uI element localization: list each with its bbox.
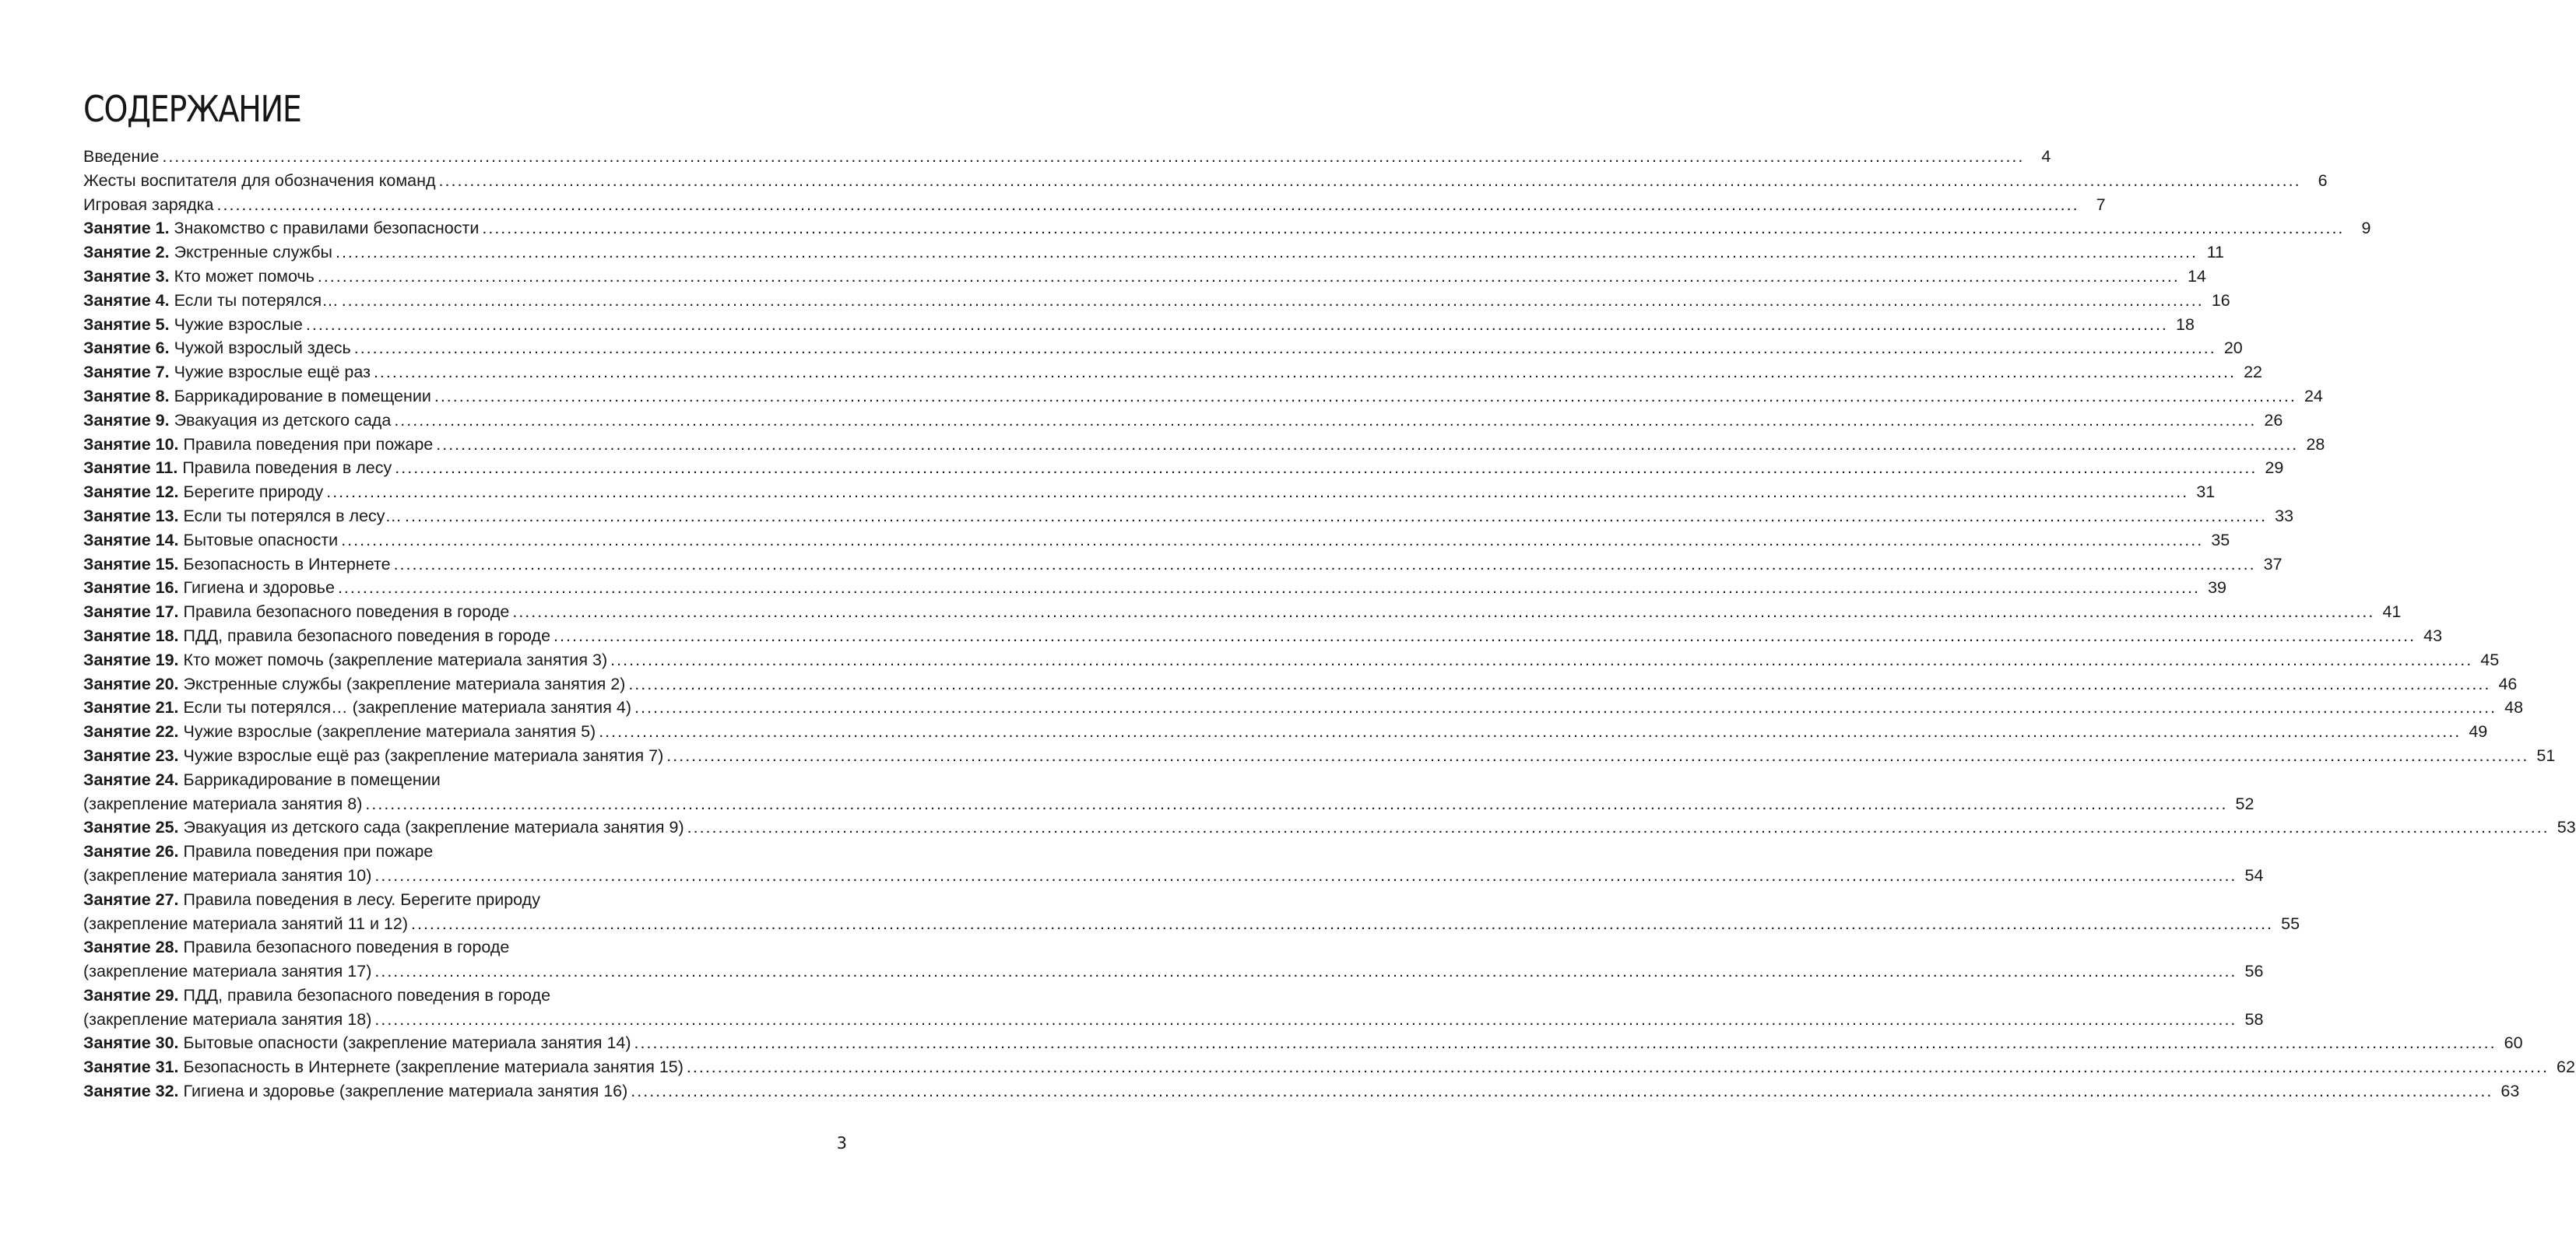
dot-leader: ............................................................................................................................................................................................................................................................................................................ — [554, 626, 2416, 645]
toc-entry-number: Занятие 3. — [83, 266, 170, 286]
toc-entry-number: Занятие 4. — [83, 290, 170, 310]
toc-entry-number: Занятие 14. — [83, 530, 179, 549]
toc-entry — [83, 336, 2243, 360]
toc-entry-page: 54 — [2244, 865, 2264, 885]
toc-entry — [83, 216, 2371, 240]
toc-entry — [83, 1031, 2523, 1055]
toc-entry-text: Игровая зарядка — [83, 195, 214, 214]
toc-entry-text: Безопасность в Интернете (закрепление материала занятия 15) — [183, 1058, 684, 1077]
dot-leader: ............................................................................................................................................................................................................................................................................................................ — [374, 1009, 2237, 1029]
toc-entry-text: Правила поведения при пожаре — [183, 842, 434, 861]
dot-leader: ............................................................................................................................................................................................................................................................................................................ — [634, 1033, 2497, 1053]
dot-leader: ............................................................................................................................................................................................................................................................................................................ — [374, 962, 2237, 981]
toc-entry-page: 45 — [2480, 650, 2500, 669]
toc-entry-number: Занятие 24. — [83, 770, 179, 789]
toc-entry — [83, 1079, 2520, 1103]
toc-entry-continuation: (закрепление материала занятия 17) — [83, 962, 372, 981]
toc-entry-page: 56 — [2244, 962, 2264, 981]
toc-entry-title — [83, 336, 351, 360]
toc-entry — [83, 840, 2264, 888]
toc-entry — [83, 553, 2283, 577]
toc-entry-page: 52 — [2235, 794, 2254, 813]
toc-entry-number: Занятие 21. — [83, 698, 179, 717]
toc-entry-number: Занятие 27. — [83, 889, 179, 909]
toc-entry — [83, 816, 2576, 840]
toc-entry-title — [83, 409, 391, 433]
toc-entry-continuation: (закрепление материала занятия 8) — [83, 794, 363, 813]
toc-entry-text: Чужие взрослые ещё раз — [174, 363, 371, 382]
toc-entry-page: 55 — [2281, 914, 2300, 933]
dot-leader: ............................................................................................................................................................................................................................................................................................................ — [411, 914, 2274, 933]
toc-entry-text: Бытовые опасности — [183, 530, 339, 549]
toc-entry-number: Занятие 11. — [83, 458, 178, 478]
toc-entry — [83, 696, 2524, 720]
toc-entry — [83, 528, 2230, 553]
toc-entry-page: 33 — [2275, 506, 2294, 525]
toc-entry-page: 18 — [2175, 314, 2195, 334]
toc-entry-page: 20 — [2223, 339, 2243, 358]
toc-entry-page: 39 — [2208, 578, 2226, 598]
toc-entry-title — [83, 384, 431, 409]
page-title: СОДЕРЖАНИЕ — [83, 88, 301, 130]
toc-entry-text: Гигиена и здоровье (закрепление материала занятия 16) — [183, 1082, 628, 1101]
toc-entry — [83, 360, 2262, 384]
table-of-contents — [83, 145, 2576, 1103]
toc-entry-number: Занятие 25. — [83, 818, 179, 837]
toc-entry — [83, 576, 2226, 600]
toc-entry-title — [83, 289, 339, 313]
toc-entry-title — [83, 528, 338, 553]
toc-entry-page: 60 — [2504, 1033, 2523, 1053]
toc-entry-title — [83, 600, 509, 624]
toc-entry-text: Правила поведения при пожаре — [183, 434, 434, 454]
toc-entry-number: Занятие 2. — [83, 243, 170, 262]
toc-entry-title — [83, 553, 391, 577]
toc-entry-page: 4 — [2041, 147, 2051, 166]
toc-entry — [83, 504, 2294, 528]
toc-entry — [83, 456, 2284, 480]
dot-leader: ............................................................................................................................................................................................................................................................................................................ — [438, 170, 2301, 190]
toc-entry-continuation: (закрепление материала занятия 18) — [83, 1009, 372, 1029]
toc-entry-title — [83, 480, 323, 504]
toc-entry-title — [83, 169, 436, 193]
toc-entry-number: Занятие 1. — [83, 219, 170, 238]
toc-entry-text: Эвакуация из детского сада (закрепление материала занятия 9) — [183, 818, 684, 837]
toc-entry-number: Занятие 5. — [83, 314, 170, 334]
toc-entry-continuation: (закрепление материала занятия 10) — [83, 865, 372, 885]
toc-entry-continuation: (закрепление материала занятий 11 и 12) — [83, 914, 409, 933]
dot-leader: ............................................................................................................................................................................................................................................................................................................ — [634, 698, 2497, 717]
toc-entry-number: Занятие 17. — [83, 602, 179, 622]
dot-leader: ............................................................................................................................................................................................................................................................................................................ — [434, 386, 2297, 405]
toc-entry-text: Правила безопасного поведения в городе — [183, 602, 510, 622]
dot-leader: ............................................................................................................................................................................................................................................................................................................ — [326, 482, 2189, 502]
toc-entry-number: Занятие 19. — [83, 650, 179, 669]
page-number: 3 — [836, 1134, 847, 1153]
toc-entry-page: 28 — [2306, 434, 2325, 454]
toc-entry-text: Знакомство с правилами безопасности — [174, 219, 480, 238]
toc-entry-page: 14 — [2187, 266, 2206, 286]
toc-entry-title — [83, 504, 402, 528]
toc-entry-title — [83, 433, 433, 457]
toc-entry-text: Бытовые опасности (закрепление материала занятия 14) — [183, 1033, 631, 1053]
toc-entry-page: 9 — [2361, 219, 2371, 238]
toc-entry-title — [83, 624, 550, 648]
toc-entry-number: Занятие 9. — [83, 410, 170, 430]
toc-entry-page: 46 — [2498, 674, 2518, 693]
dot-leader: ............................................................................................................................................................................................................................................................................................................ — [341, 290, 2204, 310]
dot-leader: ............................................................................................................................................................................................................................................................................................................ — [374, 865, 2237, 885]
toc-entry-title — [83, 360, 371, 384]
toc-entry-text: ПДД, правила безопасного поведения в городе — [183, 626, 551, 645]
toc-entry-title — [83, 648, 607, 672]
toc-entry — [83, 1055, 2575, 1079]
toc-entry-title — [83, 576, 335, 600]
toc-entry-text: Берегите природу — [183, 482, 324, 502]
toc-entry-page: 11 — [2206, 243, 2225, 262]
toc-entry-page: 62 — [2557, 1058, 2575, 1077]
toc-entry-title — [83, 265, 315, 289]
toc-entry-number: Занятие 26. — [83, 842, 179, 861]
toc-entry — [83, 768, 2254, 816]
dot-leader: ............................................................................................................................................................................................................................................................................................................ — [335, 243, 2198, 262]
toc-entry-title — [83, 672, 625, 696]
toc-entry-title — [83, 744, 663, 768]
dot-leader: ............................................................................................................................................................................................................................................................................................................ — [365, 794, 2228, 813]
dot-leader: ............................................................................................................................................................................................................................................................................................................ — [631, 1082, 2493, 1101]
toc-entry — [83, 624, 2443, 648]
toc-entry-number: Занятие 31. — [83, 1058, 179, 1077]
toc-entry — [83, 193, 2106, 217]
toc-entry-text: Экстренные службы (закрепление материала занятия 2) — [183, 674, 626, 693]
dot-leader: ............................................................................................................................................................................................................................................................................................................ — [337, 578, 2200, 598]
toc-entry-page: 31 — [2196, 482, 2216, 502]
toc-entry-text: Чужие взрослые ещё раз (закрепление материала занятия 7) — [183, 746, 664, 765]
toc-entry-text: Кто может помочь (закрепление материала занятия 3) — [183, 650, 608, 669]
toc-entry-text: Чужие взрослые — [174, 314, 303, 334]
toc-entry-title — [83, 840, 433, 864]
toc-entry — [83, 600, 2402, 624]
toc-entry — [83, 935, 2264, 984]
toc-entry-text: Если ты потерялся… (закрепление материала занятия 4) — [183, 698, 632, 717]
toc-entry-text: Правила безопасного поведения в городе — [183, 938, 510, 957]
toc-entry-page: 63 — [2500, 1082, 2520, 1101]
toc-entry-title — [83, 768, 441, 792]
dot-leader: ............................................................................................................................................................................................................................................................................................................ — [610, 650, 2473, 669]
toc-entry-text: Эвакуация из детского сада — [174, 410, 392, 430]
toc-entry-number: Занятие 20. — [83, 674, 179, 693]
toc-entry-text: Введение — [83, 147, 160, 166]
dot-leader: ............................................................................................................................................................................................................................................................................................................ — [162, 147, 2025, 166]
toc-entry-title — [83, 1055, 684, 1079]
dot-leader: ............................................................................................................................................................................................................................................................................................................ — [373, 363, 2236, 382]
dot-leader: ............................................................................................................................................................................................................................................................................................................ — [317, 266, 2180, 286]
toc-entry — [83, 984, 2264, 1032]
toc-entry-title — [83, 816, 684, 840]
toc-entry-text: Баррикадирование в помещении — [174, 386, 431, 405]
dot-leader: ............................................................................................................................................................................................................................................................................................................ — [512, 602, 2375, 622]
toc-entry — [83, 720, 2488, 744]
toc-entry-page: 22 — [2244, 363, 2262, 382]
toc-entry-page: 48 — [2504, 698, 2524, 717]
toc-entry-text: Безопасность в Интернете — [183, 554, 391, 574]
toc-entry — [83, 145, 2051, 169]
toc-entry-text: Жесты воспитателя для обозначения команд — [83, 170, 436, 190]
toc-entry-title — [83, 193, 214, 217]
dot-leader: ............................................................................................................................................................................................................................................................................................................ — [482, 219, 2345, 238]
toc-entry-page: 58 — [2244, 1009, 2264, 1029]
toc-entry-page: 35 — [2211, 530, 2230, 549]
dot-leader: ............................................................................................................................................................................................................................................................................................................ — [686, 1058, 2549, 1077]
toc-entry-page: 37 — [2263, 554, 2283, 574]
toc-entry — [83, 265, 2206, 289]
toc-entry — [83, 169, 2328, 193]
dot-leader: ............................................................................................................................................................................................................................................................................................................ — [341, 530, 2204, 549]
toc-entry-text: Правила поведения в лесу — [182, 458, 392, 478]
dot-leader: ............................................................................................................................................................................................................................................................................................................ — [216, 195, 2079, 214]
toc-entry — [83, 648, 2500, 672]
toc-entry-number: Занятие 29. — [83, 985, 179, 1005]
dot-leader: ............................................................................................................................................................................................................................................................................................................ — [395, 458, 2258, 478]
toc-entry-text: Правила поведения в лесу. Берегите природу — [183, 889, 540, 909]
dot-leader: ............................................................................................................................................................................................................................................................................................................ — [599, 722, 2462, 742]
toc-entry-number: Занятие 13. — [83, 506, 179, 525]
toc-entry-title — [83, 1079, 627, 1103]
toc-entry — [83, 289, 2230, 313]
toc-entry-text: Чужие взрослые (закрепление материала занятия 5) — [183, 722, 596, 742]
toc-entry-number: Занятие 12. — [83, 482, 179, 502]
toc-entry-text: Экстренные службы — [174, 243, 332, 262]
toc-entry-page: 51 — [2536, 746, 2556, 765]
toc-entry-text: Чужой взрослый здесь — [174, 339, 351, 358]
toc-entry-page: 24 — [2304, 386, 2323, 405]
dot-leader: ............................................................................................................................................................................................................................................................................................................ — [305, 314, 2168, 334]
toc-entry-page: 16 — [2211, 290, 2230, 310]
dot-leader: ............................................................................................................................................................................................................................................................................................................ — [405, 506, 2268, 525]
toc-entry-number: Занятие 15. — [83, 554, 179, 574]
toc-entry-page: 49 — [2469, 722, 2488, 742]
toc-entry-page: 53 — [2557, 818, 2576, 837]
toc-entry-number: Занятие 16. — [83, 578, 179, 598]
toc-entry-text: ПДД, правила безопасного поведения в городе — [183, 985, 551, 1005]
toc-entry-number: Занятие 6. — [83, 339, 170, 358]
toc-entry-page: 6 — [2318, 170, 2328, 190]
toc-entry — [83, 480, 2216, 504]
toc-entry-text: Кто может помочь — [174, 266, 315, 286]
toc-entry-text: Если ты потерялся… — [174, 290, 339, 310]
dot-leader: ............................................................................................................................................................................................................................................................................................................ — [628, 674, 2491, 693]
toc-entry-title — [83, 935, 509, 960]
toc-entry-number: Занятие 10. — [83, 434, 179, 454]
toc-entry — [83, 672, 2518, 696]
toc-entry-title — [83, 216, 479, 240]
dot-leader: ............................................................................................................................................................................................................................................................................................................ — [393, 554, 2256, 574]
toc-entry-number: Занятие 32. — [83, 1082, 179, 1101]
toc-entry-title — [83, 313, 303, 337]
toc-entry-page: 43 — [2423, 626, 2443, 645]
toc-entry-number: Занятие 22. — [83, 722, 179, 742]
toc-entry-title — [83, 240, 332, 265]
toc-entry-page: 29 — [2265, 458, 2284, 478]
toc-entry-title — [83, 984, 550, 1008]
toc-entry-number: Занятие 7. — [83, 363, 170, 382]
toc-entry — [83, 240, 2225, 265]
toc-entry-text: Если ты потерялся в лесу… — [183, 506, 402, 525]
dot-leader: ............................................................................................................................................................................................................................................................................................................ — [394, 410, 2257, 430]
toc-entry-title — [83, 888, 540, 912]
toc-entry-text: Баррикадирование в помещении — [183, 770, 441, 789]
toc-entry-title — [83, 1031, 631, 1055]
dot-leader: ............................................................................................................................................................................................................................................................................................................ — [687, 818, 2550, 837]
dot-leader: ............................................................................................................................................................................................................................................................................................................ — [436, 434, 2299, 454]
toc-entry — [83, 744, 2556, 768]
toc-entry-number: Занятие 8. — [83, 386, 170, 405]
dot-leader: ............................................................................................................................................................................................................................................................................................................ — [666, 746, 2529, 765]
toc-entry-title — [83, 145, 159, 169]
toc-entry-page: 7 — [2096, 195, 2106, 214]
toc-entry-text: Гигиена и здоровье — [183, 578, 335, 598]
toc-entry-number: Занятие 28. — [83, 938, 179, 957]
toc-entry — [83, 888, 2300, 936]
toc-entry-number: Занятие 23. — [83, 746, 179, 765]
toc-entry — [83, 313, 2195, 337]
toc-entry-title — [83, 720, 596, 744]
toc-entry — [83, 409, 2283, 433]
toc-entry-number: Занятие 30. — [83, 1033, 179, 1053]
toc-entry-page: 41 — [2382, 602, 2402, 622]
toc-entry-title — [83, 456, 392, 480]
toc-entry — [83, 433, 2325, 457]
toc-entry-title — [83, 696, 631, 720]
toc-entry — [83, 384, 2323, 409]
toc-entry-page: 26 — [2264, 410, 2283, 430]
toc-entry-number: Занятие 18. — [83, 626, 179, 645]
dot-leader: ............................................................................................................................................................................................................................................................................................................ — [353, 339, 2216, 358]
